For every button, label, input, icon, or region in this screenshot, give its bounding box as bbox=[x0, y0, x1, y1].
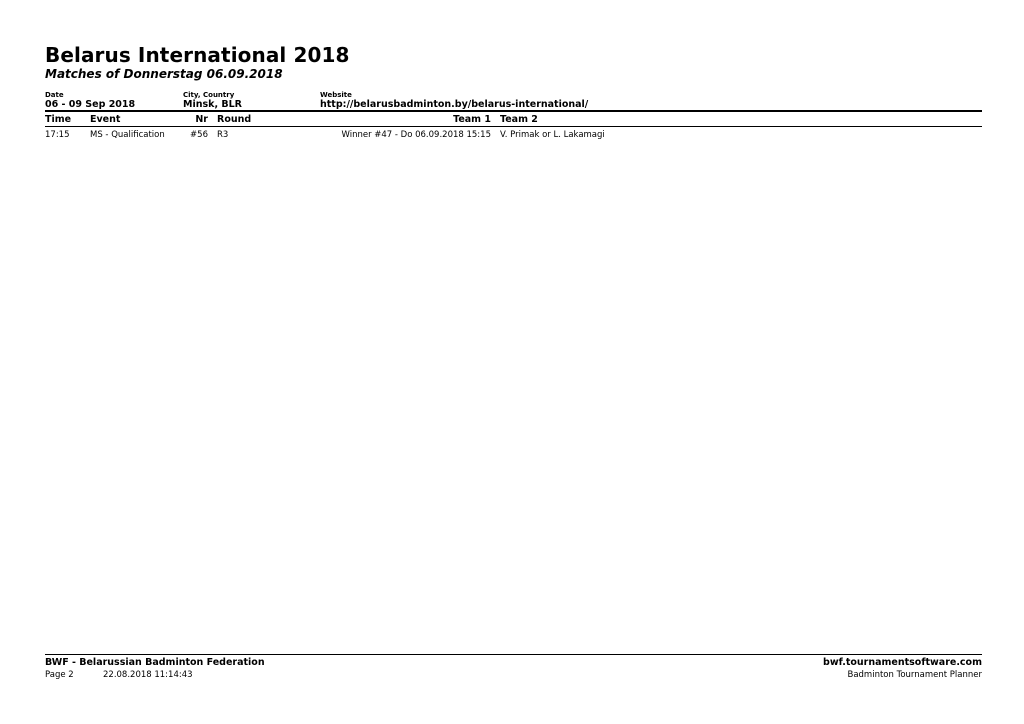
cell-team1: Winner #47 - Do 06.09.2018 15:15 bbox=[341, 130, 491, 140]
cell-round: R3 bbox=[217, 130, 229, 140]
footer-printed-timestamp: 22.08.2018 11:14:43 bbox=[103, 670, 193, 680]
column-header-event: Event bbox=[90, 114, 121, 125]
website-label: Website bbox=[320, 91, 352, 99]
date-value: 06 - 09 Sep 2018 bbox=[45, 99, 136, 110]
footer-rule bbox=[45, 654, 982, 655]
cell-team2: V. Primak or L. Lakamagi bbox=[500, 130, 605, 140]
city-label: City, Country bbox=[183, 91, 235, 99]
footer-site[interactable]: bwf.tournamentsoftware.com bbox=[823, 657, 982, 668]
column-header-round: Round bbox=[217, 114, 252, 125]
column-header-team2: Team 2 bbox=[500, 114, 538, 125]
column-header-nr: Nr bbox=[195, 114, 208, 125]
date-label: Date bbox=[45, 91, 64, 99]
footer-page-number: Page 2 bbox=[45, 670, 74, 680]
footer-organizer: BWF - Belarussian Badminton Federation bbox=[45, 657, 265, 668]
city-value: Minsk, BLR bbox=[183, 99, 242, 110]
column-header-team1: Team 1 bbox=[453, 114, 491, 125]
header-rule-top bbox=[45, 110, 982, 112]
cell-time: 17:15 bbox=[45, 130, 70, 140]
page-title: Belarus International 2018 bbox=[45, 43, 350, 67]
page-subtitle: Matches of Donnerstag 06.09.2018 bbox=[45, 67, 283, 81]
website-link[interactable]: http://belarusbadminton.by/belarus-international/ bbox=[320, 99, 589, 110]
footer-app-name: Badminton Tournament Planner bbox=[847, 670, 982, 680]
column-header-time: Time bbox=[45, 114, 72, 125]
cell-nr: #56 bbox=[190, 130, 208, 140]
cell-event: MS - Qualification bbox=[90, 130, 165, 140]
header-rule-bottom bbox=[45, 126, 982, 127]
